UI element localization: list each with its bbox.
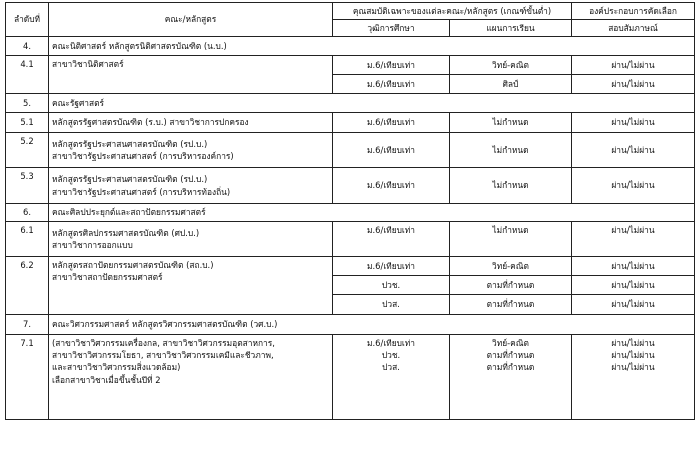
table-row: [6, 168, 695, 204]
study-plan-cell: วิทย์-คณิต: [450, 56, 572, 75]
education-cell: ปวส.: [333, 295, 450, 315]
header-program: คณะ/หลักสูตร: [49, 3, 333, 37]
education-cell: ม.6/เทียบเท่า: [333, 133, 450, 168]
interview-cell: ผ่าน/ไม่ผ่าน: [572, 276, 695, 295]
program-name-line: หลักสูตรรัฐประศาสนศาสตรบัณฑิต (รป.บ.): [52, 174, 208, 185]
study-plan-cell: ตามที่กำหนด: [450, 276, 572, 295]
education-line: ปวช.: [381, 350, 401, 361]
study-plan-line: ตามที่กำหนด: [486, 350, 535, 361]
section-row: [6, 94, 695, 113]
program-name: สาขาวิชานิติศาสตร์: [49, 56, 333, 94]
program-name-line: สาขาวิชารัฐประศาสนศาสตร์ (การบริหารองค์การ): [52, 151, 234, 161]
education-cell: ม.6/เทียบเท่า: [333, 56, 450, 75]
education-cell: [333, 335, 450, 420]
program-name: [49, 257, 333, 315]
interview-cell: ผ่าน/ไม่ผ่าน: [572, 75, 695, 94]
study-plan-cell: ไม่กำหนด: [450, 168, 572, 204]
section-title: คณะศิลปประยุกต์และสถาปัตยกรรมศาสตร์: [49, 204, 695, 222]
header-study-plan: แผนการเรียน: [450, 20, 572, 37]
header-row-1: [6, 3, 695, 20]
header-interview: สอบสัมภาษณ์: [572, 20, 695, 37]
row-number: 5.3: [6, 168, 49, 204]
section-row: [6, 37, 695, 56]
table-row: [6, 222, 695, 257]
interview-cell: ผ่าน/ไม่ผ่าน: [572, 56, 695, 75]
row-number: 6.1: [6, 222, 49, 257]
education-cell: ม.6/เทียบเท่า: [333, 222, 450, 257]
education-cell: ม.6/เทียบเท่า: [333, 75, 450, 94]
program-name-line: สาขาวิชาสถาปัตยกรรมศาสตร์: [52, 272, 163, 283]
table-row: [6, 113, 695, 133]
section-row: [6, 315, 695, 335]
interview-cell: ผ่าน/ไม่ผ่าน: [572, 222, 695, 257]
header-selection: องค์ประกอบการคัดเลือก: [572, 3, 695, 20]
row-number: 5.1: [6, 113, 49, 133]
admission-criteria-table: [5, 2, 695, 420]
study-plan-line: วิทย์-คณิต: [492, 338, 529, 348]
interview-line: ผ่าน/ไม่ผ่าน: [611, 350, 655, 361]
program-name-line: เลือกสาขาวิชาเมื่อขึ้นชั้นปีที่ 2: [52, 374, 161, 385]
header-education: วุฒิการศึกษา: [333, 20, 450, 37]
section-number: 7.: [6, 315, 49, 335]
table-row: [6, 257, 695, 276]
study-plan-cell: ไม่กำหนด: [450, 133, 572, 168]
interview-cell: ผ่าน/ไม่ผ่าน: [572, 257, 695, 276]
program-name-line: หลักสูตรศิลปกรรมศาสตรบัณฑิต (ศป.บ.): [52, 227, 200, 238]
section-title: คณะนิติศาสตร์ หลักสูตรนิติศาสตรบัณฑิต (น.บ.): [49, 37, 695, 56]
education-line: ปวส.: [382, 362, 400, 373]
education-cell: ปวช.: [333, 276, 450, 295]
interview-line: ผ่าน/ไม่ผ่าน: [611, 362, 655, 373]
program-name-line: หลักสูตรรัฐประศาสนศาสตรบัณฑิต (รป.บ.): [52, 138, 208, 149]
program-name-line: สาขาวิชาวิศวกรรมโยธา, สาขาวิชาวิศวกรรมเคมีและชีวภาพ,: [52, 350, 274, 361]
study-plan-cell: ศิลป์: [450, 75, 572, 94]
program-name-line: สาขาวิชารัฐประศาสนศาสตร์ (การบริหารท้องถิ่น): [52, 186, 231, 197]
program-name: [49, 133, 333, 168]
interview-cell: ผ่าน/ไม่ผ่าน: [572, 168, 695, 204]
table-row: [6, 56, 695, 75]
study-plan-line: ตามที่กำหนด: [486, 362, 535, 373]
row-number: 7.1: [6, 335, 49, 420]
program-name: [49, 222, 333, 257]
interview-cell: [572, 335, 695, 420]
section-title: คณะรัฐศาสตร์: [49, 94, 695, 113]
program-name-line: สาขาวิชาการออกแบบ: [52, 240, 133, 250]
education-line: ม.6/เทียบเท่า: [366, 338, 416, 348]
program-name-line: หลักสูตรสถาปัตยกรรมศาสตรบัณฑิต (สถ.บ.): [52, 260, 214, 270]
program-name: หลักสูตรรัฐศาสตรบัณฑิต (ร.บ.) สาขาวิชาการปกครอง: [49, 113, 333, 133]
section-row: [6, 204, 695, 222]
header-qualification: คุณสมบัติเฉพาะของแต่ละคณะ/หลักสูตร (เกณฑ์ขั้นต่ำ): [333, 3, 572, 20]
education-cell: ม.6/เทียบเท่า: [333, 113, 450, 133]
study-plan-cell: ไม่กำหนด: [450, 222, 572, 257]
section-number: 4.: [6, 37, 49, 56]
interview-cell: ผ่าน/ไม่ผ่าน: [572, 133, 695, 168]
program-name-line: และสาขาวิชาวิศวกรรมสิ่งแวดล้อม): [52, 362, 181, 373]
interview-line: ผ่าน/ไม่ผ่าน: [611, 338, 655, 348]
table-row: [6, 133, 695, 168]
section-title: คณะวิศวกรรมศาสตร์ หลักสูตรวิศวกรรมศาสตรบัณฑิต (วศ.บ.): [49, 315, 695, 335]
program-name: [49, 335, 333, 420]
interview-cell: ผ่าน/ไม่ผ่าน: [572, 113, 695, 133]
row-number: 5.2: [6, 133, 49, 168]
interview-cell: ผ่าน/ไม่ผ่าน: [572, 295, 695, 315]
study-plan-cell: [450, 335, 572, 420]
study-plan-cell: วิทย์-คณิต: [450, 257, 572, 276]
study-plan-cell: ไม่กำหนด: [450, 113, 572, 133]
section-number: 6.: [6, 204, 49, 222]
table-row: [6, 335, 695, 420]
header-no: ลำดับที่: [6, 3, 49, 37]
row-number: 6.2: [6, 257, 49, 315]
section-number: 5.: [6, 94, 49, 113]
education-cell: ม.6/เทียบเท่า: [333, 257, 450, 276]
program-name-line: (สาขาวิชาวิศวกรรมเครื่องกล, สาขาวิชาวิศวกรรมอุตสาหการ,: [52, 338, 275, 348]
row-number: 4.1: [6, 56, 49, 94]
study-plan-cell: ตามที่กำหนด: [450, 295, 572, 315]
program-name: [49, 168, 333, 204]
education-cell: ม.6/เทียบเท่า: [333, 168, 450, 204]
